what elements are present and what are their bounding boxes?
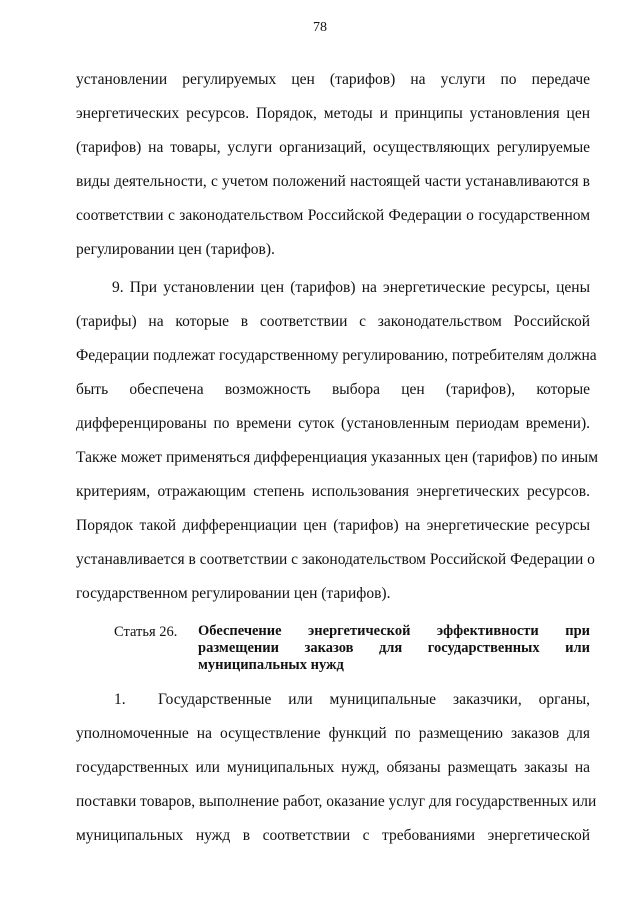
text-line: Государственные или муниципальные заказчики, органы, [158, 691, 590, 708]
text-line: поставки товаров, выполнение работ, оказание услуг для государственных или [76, 793, 597, 810]
text-line: критериям, отражающим степень использования энергетических ресурсов. [76, 483, 590, 500]
text-line: устанавливается в соответствии с законодательством Российской Федерации о [76, 551, 595, 568]
text-line: (тарифов) на товары, услуги организаций, осуществляющих регулируемые [76, 139, 590, 156]
text-line: дифференцированы по времени суток (установленным периодам времени). [76, 415, 590, 432]
text-line: государственных или муниципальных нужд, обязаны размещать заказы на [76, 759, 590, 776]
text-line: государственном регулировании цен (тарифов). [76, 585, 391, 602]
article-title-line: муниципальных нужд [198, 657, 344, 673]
text-line: 9. При установлении цен (тарифов) на энергетические ресурсы, цены [112, 279, 590, 296]
text-line: муниципальных нужд в соответствии с требованиями энергетической [76, 827, 590, 844]
text-line: Федерации подлежат государственному регулированию, потребителям должна [76, 347, 597, 364]
text-line: установлении регулируемых цен (тарифов) на услуги по передаче [76, 71, 590, 88]
page-number: 78 [313, 20, 327, 35]
text-line: (тарифы) на которые в соответствии с законодательством Российской [76, 313, 590, 330]
text-line: быть обеспечена возможность выбора цен (тарифов), которые [76, 381, 590, 398]
text-line: Также может применяться дифференциация указанных цен (тарифов) по иным [76, 449, 599, 466]
article-title-line: размещении заказов для государственных или [198, 640, 590, 656]
text-line: Порядок такой дифференциации цен (тарифов) на энергетические ресурсы [76, 517, 590, 534]
item-number: 1. [114, 691, 126, 708]
article-label: Статья 26. [114, 624, 178, 640]
text-line: соответствии с законодательством Российской Федерации о государственном [76, 207, 590, 224]
text-line: уполномоченные на осуществление функций по размещению заказов для [76, 725, 590, 742]
text-line: виды деятельности, с учетом положений настоящей части устанавливаются в [76, 173, 590, 190]
text-line: регулировании цен (тарифов). [76, 241, 275, 258]
text-line: энергетических ресурсов. Порядок, методы и принципы установления цен [76, 105, 590, 122]
article-title-line: Обеспечение энергетической эффективности при [198, 623, 590, 639]
